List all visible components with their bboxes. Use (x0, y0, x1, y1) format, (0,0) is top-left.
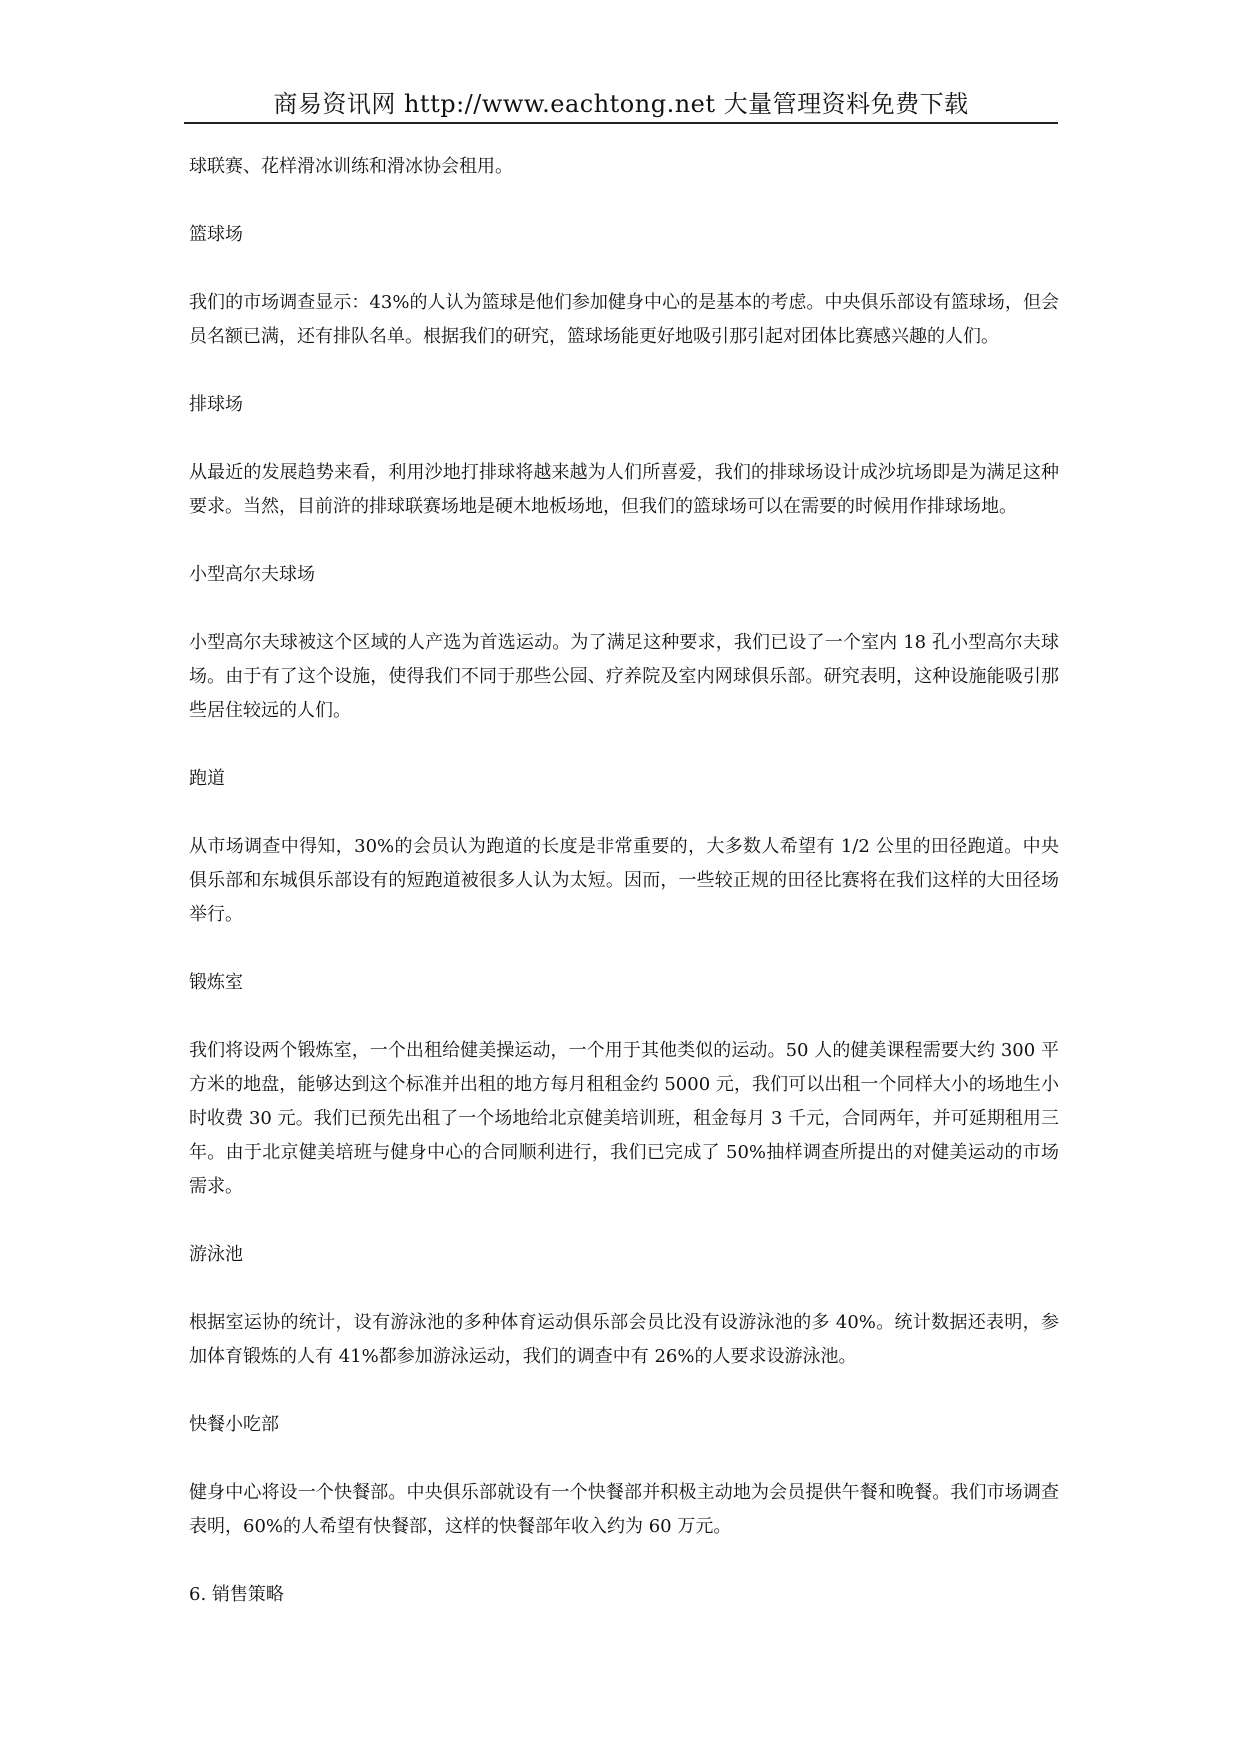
section-body-basketball: 我们的市场调查显示：43%的人认为篮球是他们参加健身中心的是基本的考虑。中央俱乐部设有篮球场，但会员名额已满，还有排队名单。根据我们的研究，篮球场能更好地吸引那引起对团体比赛感兴趣的人们。 (189, 292, 1059, 347)
header-rule (184, 122, 1058, 124)
section-heading-snack-bar: 快餐小吃部 (189, 1414, 279, 1435)
section-heading-volleyball: 排球场 (189, 394, 243, 415)
section-body-exercise-room: 我们将设两个锻炼室，一个出租给健美操运动，一个用于其他类似的运动。50 人的健美课程需要大约 300 平方米的地盘，能够达到这个标准并出租的地方每月租租金约 5000 元，我们可以出租一个同样大小的场地生小时收费 30 元。我们已预先出租了一个场地给北京健美培训班，租金每月 3 千元，合同两年，并可延期租用三年。由于北京健美培班与健身中心的合同顺利进行，我们已完成了 50%抽样调查所提出的对健美运动的市场需求。 (189, 1040, 1059, 1197)
section-heading-sales-strategy: 6. 销售策略 (189, 1584, 284, 1605)
document-body (189, 150, 1059, 1646)
section-body-volleyball: 从最近的发展趋势来看，利用沙地打排球将越来越为人们所喜爱，我们的排球场设计成沙坑场即是为满足这种要求。当然，目前浒的排球联赛场地是硬木地板场地，但我们的篮球场可以在需要的时候用作排球场地。 (189, 462, 1059, 517)
section-heading-swimming-pool: 游泳池 (189, 1244, 243, 1265)
section-body-track: 从市场调查中得知，30%的会员认为跑道的长度是非常重要的，大多数人希望有 1/2 公里的田径跑道。中央俱乐部和东城俱乐部设有的短跑道被很多人认为太短。因而，一些较正规的田径比赛将在我们这样的大田径场举行。 (189, 836, 1059, 925)
intro-paragraph: 球联赛、花样滑冰训练和滑冰协会租用。 (189, 156, 513, 177)
section-heading-minigolf: 小型高尔夫球场 (189, 564, 315, 585)
section-heading-track: 跑道 (189, 768, 225, 789)
section-heading-exercise-room: 锻炼室 (189, 972, 243, 993)
section-heading-basketball: 篮球场 (189, 224, 243, 245)
page-header: 商易资讯网 http://www.eachtong.net 大量管理资料免费下载 (273, 90, 969, 118)
section-body-swimming-pool: 根据室运协的统计，设有游泳池的多种体育运动俱乐部会员比没有设游泳池的多 40%。统计数据还表明，参加体育锻炼的人有 41%都参加游泳运动，我们的调查中有 26%的人要求设游泳池。 (189, 1312, 1059, 1367)
section-body-minigolf: 小型高尔夫球被这个区域的人产选为首选运动。为了满足这种要求，我们已设了一个室内 18 孔小型高尔夫球场。由于有了这个设施，使得我们不同于那些公园、疗养院及室内网球俱乐部。研究表明，这种设施能吸引那些居住较远的人们。 (189, 632, 1059, 721)
section-body-snack-bar: 健身中心将设一个快餐部。中央俱乐部就设有一个快餐部并积极主动地为会员提供午餐和晚餐。我们市场调查表明，60%的人希望有快餐部，这样的快餐部年收入约为 60 万元。 (189, 1482, 1059, 1537)
